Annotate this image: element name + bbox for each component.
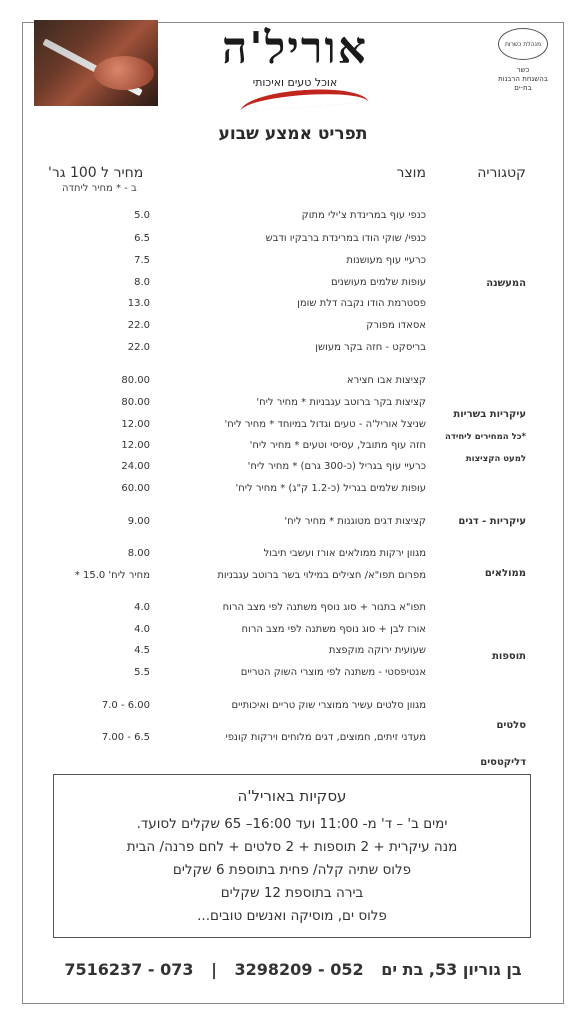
kosher-line-1: כשר: [516, 66, 530, 74]
category-delicatessen: דליקטסים: [480, 757, 526, 768]
brand-name: אוריל'ה: [221, 23, 369, 74]
product-name: בריסקט - חזה בקר מעושן: [315, 342, 426, 353]
product-name: אנטיפסטי - משתנה לפי מוצרי השוק הטריים: [240, 667, 426, 678]
meat-slice-graphic: [94, 56, 154, 90]
product-price: 24.00: [121, 461, 150, 472]
meat-photo: [34, 20, 158, 106]
product-price: 7.00 - 6.5: [101, 732, 150, 743]
product-price: 8.00: [127, 548, 150, 559]
product-name: כנפי עוף במרינדת צ'ילי מתוק: [301, 210, 426, 221]
business-lunch-line: ימים ב' – ד' מ- 11:00 ועד 16:00– 65 שקלים לסועד.: [136, 816, 448, 832]
brand-tagline: אוכל טעים ואיכותי: [252, 76, 338, 89]
column-header-category: קטגוריה: [477, 165, 526, 181]
kosher-certificate: [490, 24, 556, 104]
business-lunch-line: פלוס שתיה קלה/ פחית בתוספת 6 שקלים: [172, 862, 412, 878]
product-price: 7.0 - 6.00: [101, 700, 150, 711]
product-name: קציצות אבו חצירא: [346, 375, 426, 386]
product-price: * מחיר ליח' 15.0: [74, 570, 150, 581]
product-price: 4.0: [134, 624, 150, 635]
product-price: 13.0: [127, 298, 150, 309]
category-smokehouse: המעשנה: [486, 278, 526, 289]
product-price: 80.00: [121, 375, 150, 386]
footer-phone-landline[interactable]: 073 - 7516237: [64, 960, 194, 979]
product-name: מגוון ירקות ממולאים אורז ועשבי תיבול: [263, 548, 426, 559]
kosher-line-3: בת-ים: [514, 84, 532, 92]
footer-contact: [0, 960, 586, 979]
kosher-seal-text: מנהלת כשרות: [504, 40, 542, 48]
menu-title: תפריט אמצע שבוע: [218, 124, 368, 144]
product-price: 12.00: [121, 419, 150, 430]
column-header-product: מוצר: [396, 165, 426, 181]
product-name: מפרום תפו"א/ חצילים במילוי בשר ברוטב עגבניות: [217, 570, 426, 581]
brand-logo: [210, 24, 380, 112]
product-name: תפו"א בתנור + סוג נוסף משתנה לפי מצב הרוח: [222, 602, 426, 613]
product-price: 5.0: [134, 210, 150, 221]
product-price: 9.00: [127, 516, 150, 527]
product-name: חזה עוף מתובל, עסיסי וטעים * מחיר ליח': [249, 440, 426, 451]
category-meat-note-2: למעט הקציצות: [465, 454, 526, 464]
chili-pepper-icon: [240, 86, 369, 112]
product-name: פסטרמת הודו נקבה דלת שומן: [297, 298, 426, 309]
product-name: מגוון סלטים עשיר ממוצרי שוק טריים ואיכותיים: [231, 700, 426, 711]
category-meat-mains: עיקריות בשריות: [453, 409, 526, 420]
product-name: קציצות דגים מטוגנות * מחיר ליח': [284, 516, 426, 527]
category-salads: סלטים: [496, 720, 526, 731]
product-price: 4.0: [134, 602, 150, 613]
kosher-line-2: בהשגחת הרבנות: [498, 75, 548, 83]
product-name: עופות שלמים מעושנים: [330, 277, 426, 288]
product-price: 7.5: [134, 255, 150, 266]
product-price: 4.5: [134, 645, 150, 656]
product-name: שעועית ירוקה מוקפצת: [328, 645, 426, 656]
product-price: 5.5: [134, 667, 150, 678]
kosher-seal-icon: [498, 28, 548, 60]
business-lunch-line: פלוס ים, מוסיקה ואנשים טובים...: [197, 908, 387, 924]
category-fish-mains: עיקריות - דגים: [458, 516, 526, 527]
product-price: 80.00: [121, 397, 150, 408]
business-lunch-line: בירה בתוספת 12 שקלים: [220, 885, 364, 901]
business-lunch-line: מנה עיקרית + 2 תוספות + 2 סלטים + לחם פרנה/ הבית: [126, 839, 458, 855]
footer-phone-mobile[interactable]: 052 - 3298209: [234, 960, 364, 979]
category-meat-note-1: *כל המחירים ליחידה: [444, 432, 526, 442]
product-price: 6.5: [134, 233, 150, 244]
product-name: כנפי/ שוקי הודו במרינדת ברבקיו ודבש: [265, 233, 426, 244]
footer-separator: |: [211, 960, 217, 979]
product-name: שניצל אוריל'ה - טעים וגדול במיוחד * מחיר ליח': [224, 419, 426, 430]
product-name: אסאדו מפורק: [366, 320, 426, 331]
business-lunch-title: עסקיות באוריל'ה: [237, 787, 347, 805]
product-name: קציצות בקר ברוטב עגבניות * מחיר ליח': [256, 397, 426, 408]
product-name: כרעיי עוף בגריל (כ-300 גרם) * מחיר ליח': [247, 461, 426, 472]
column-header-price-note: ב - * מחיר ליחדה: [62, 183, 137, 194]
product-price: 12.00: [121, 440, 150, 451]
footer-address: בן גוריון 53, בת ים: [381, 960, 522, 979]
product-price: 60.00: [121, 483, 150, 494]
column-header-price: מחיר ל 100 גר': [48, 165, 144, 181]
product-name: כרעיי עוף מעושנות: [346, 255, 426, 266]
product-price: 8.0: [134, 277, 150, 288]
category-stuffed: ממולאים: [484, 568, 526, 579]
product-name: מעדני זיתים, חמוצים, דגים מלוחים וירקות קונפי: [225, 732, 426, 743]
product-name: אורז לבן + סוג נוסף משתנה לפי מצב הרוח: [241, 624, 426, 635]
product-name: עופות שלמים בגריל (כ-1.2 ק"ג) * מחיר ליח': [235, 483, 426, 494]
category-sides: תוספות: [492, 651, 526, 662]
product-price: 22.0: [127, 342, 150, 353]
business-lunch-box: [53, 774, 531, 938]
product-price: 22.0: [127, 320, 150, 331]
